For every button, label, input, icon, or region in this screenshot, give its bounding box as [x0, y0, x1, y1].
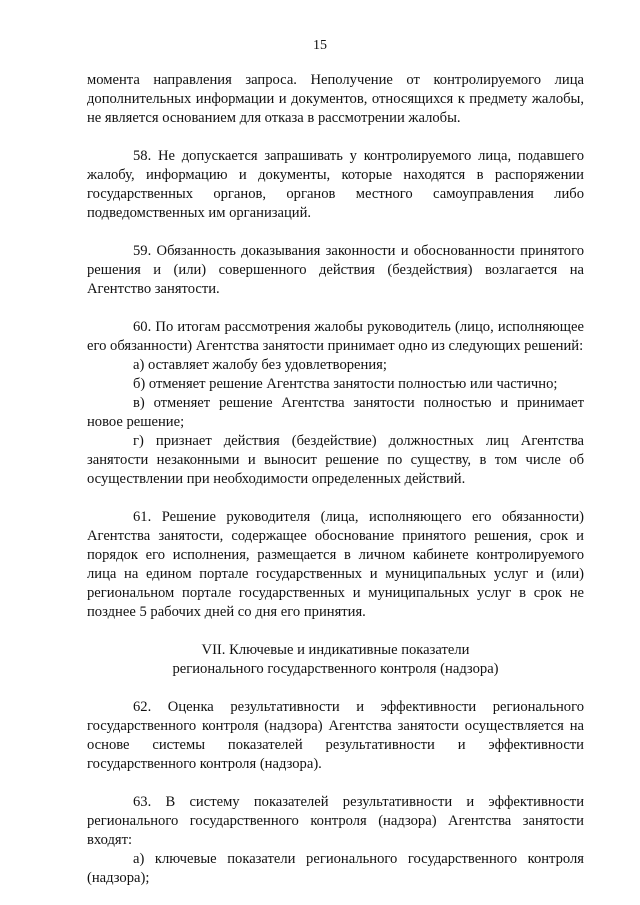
paragraph-60-item-c: в) отменяет решение Агентства занятости полностью и принимает новое решение;	[87, 395, 584, 430]
paragraph-60-item-d: г) признает действия (бездействие) должностных лиц Агентства занятости незаконными и выносит решение по существу, в том числе об осуществлении при необходимости определенных действий.	[87, 433, 584, 487]
paragraph-63: 63. В систему показателей результативности и эффективности регионального государственного контроля (надзора) Агентства занятости входят:	[87, 794, 584, 848]
section-heading	[87, 641, 584, 679]
paragraph-58: 58. Не допускается запрашивать у контролируемого лица, подавшего жалобу, информацию и документы, которые находятся в распоряжении государственных органов, органов местного самоуправления либо подведомственных им организаций.	[87, 148, 584, 221]
paragraph-gap	[87, 223, 584, 242]
paragraph-gap	[87, 774, 584, 793]
paragraph-60-item-a: а) оставляет жалобу без удовлетворения;	[133, 357, 387, 373]
paragraph-63-item-a: а) ключевые показатели регионального государственного контроля (надзора);	[87, 851, 584, 886]
paragraph-62: 62. Оценка результативности и эффективности регионального государственного контроля (надзора) Агентства занятости осуществляется на основе системы показателей результативности и эффективности государственного контроля (надзора).	[87, 699, 584, 772]
section-heading-line-2: регионального государственного контроля (надзора)	[172, 661, 499, 677]
page-number: 15	[313, 38, 327, 53]
paragraph-gap	[87, 489, 584, 508]
paragraph-61: 61. Решение руководителя (лица, исполняющего его обязанности) Агентства занятости, содержащее обоснование принятого решения, срок и порядок его исполнения, размещается в личном кабинете контролируемого лица на едином портале государственных и муниципальных услуг и (или) региональном портале государственных и муниципальных услуг в срок не позднее 5 рабочих дней со дня его принятия.	[87, 509, 584, 620]
paragraph-gap	[87, 128, 584, 147]
paragraph-gap	[87, 679, 584, 698]
section-heading-line-1: VII. Ключевые и индикативные показатели	[201, 642, 470, 658]
paragraph-60: 60. По итогам рассмотрения жалобы руководитель (лицо, исполняющее его обязанности) Агентства занятости принимает одно из следующих решений:	[87, 319, 584, 354]
paragraph-gap	[87, 299, 584, 318]
paragraph-59: 59. Обязанность доказывания законности и обоснованности принятого решения и (или) совершенного действия (бездействия) возлагается на Агентство занятости.	[87, 243, 584, 297]
paragraph-continuation: момента направления запроса. Неполучение от контролируемого лица дополнительных информации и документов, относящихся к предмету жалобы, не является основанием для отказа в рассмотрении жалобы.	[87, 72, 584, 126]
paragraph-gap	[87, 622, 584, 641]
paragraph-60-item-b: б) отменяет решение Агентства занятости полностью или частично;	[133, 376, 558, 392]
document-body	[87, 71, 584, 888]
